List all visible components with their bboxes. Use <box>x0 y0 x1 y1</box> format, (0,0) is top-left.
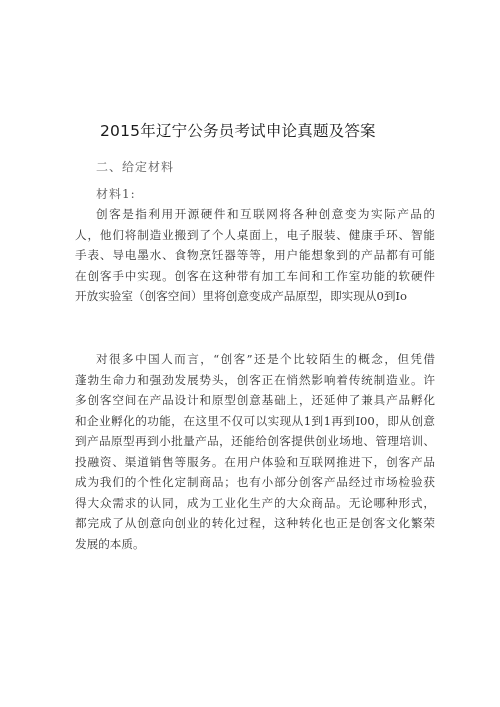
paragraph-line: 发展的本质。 <box>75 536 145 551</box>
paragraph-line: 投融资、渠道销售等服务。在用户体验和互联网推进下，创客产品 <box>75 454 435 469</box>
document-title: 2015年辽宁公务员考试申论真题及答案 <box>100 122 376 140</box>
paragraph-1 <box>75 204 435 307</box>
paragraph-line: 人，他们将制造业搬到了个人桌面上，电子服装、健康手环、智能 <box>75 227 435 242</box>
paragraph-line: 在创客手中实现。创客在这种带有加工车间和工作室功能的软硬件 <box>75 268 435 283</box>
paragraph-line: 多创客空间在产品设计和原型创意基础上，还延伸了兼具产品孵化 <box>75 393 435 407</box>
paragraph-line: 开放实验室（创客空间）里将创意变成产品原型，即实现从0到Io <box>75 289 407 303</box>
material-label: 材料1: <box>96 187 136 201</box>
paragraph-2 <box>75 349 435 554</box>
paragraph-line: 都完成了从创意向创业的转化过程，这种转化也正是创客文化繁荣 <box>75 516 435 530</box>
paragraph-line: 对很多中国人而言，“创客”还是个比较陌生的概念，但凭借 <box>96 352 435 366</box>
paragraph-line: 蓬勃生命力和强劲发展势头，创客正在悄然影响着传统制造业。许 <box>75 372 435 387</box>
paragraph-line: 手表、导电墨水、食物烹饪器等等，用户能想象到的产品都有可能 <box>75 248 435 262</box>
paragraph-line: 到产品原型再到小批量产品，还能给创客提供创业场地、管理培训、 <box>75 434 435 448</box>
paragraph-line: 创客是指利用开源硬件和互联网将各种创意变为实际产品的 <box>96 207 435 221</box>
paragraph-line: 成为我们的个性化定制商品；也有小部分创客产品经过市场检验获 <box>75 475 435 489</box>
paragraph-line: 得大众需求的认同，成为工业化生产的大众商品。无论哪种形式， <box>75 495 435 510</box>
section-heading: 二、给定材料 <box>96 160 175 174</box>
paragraph-line: 和企业孵化的功能，在这里不仅可以实现从1到1再到I00，即从创意 <box>75 413 435 428</box>
